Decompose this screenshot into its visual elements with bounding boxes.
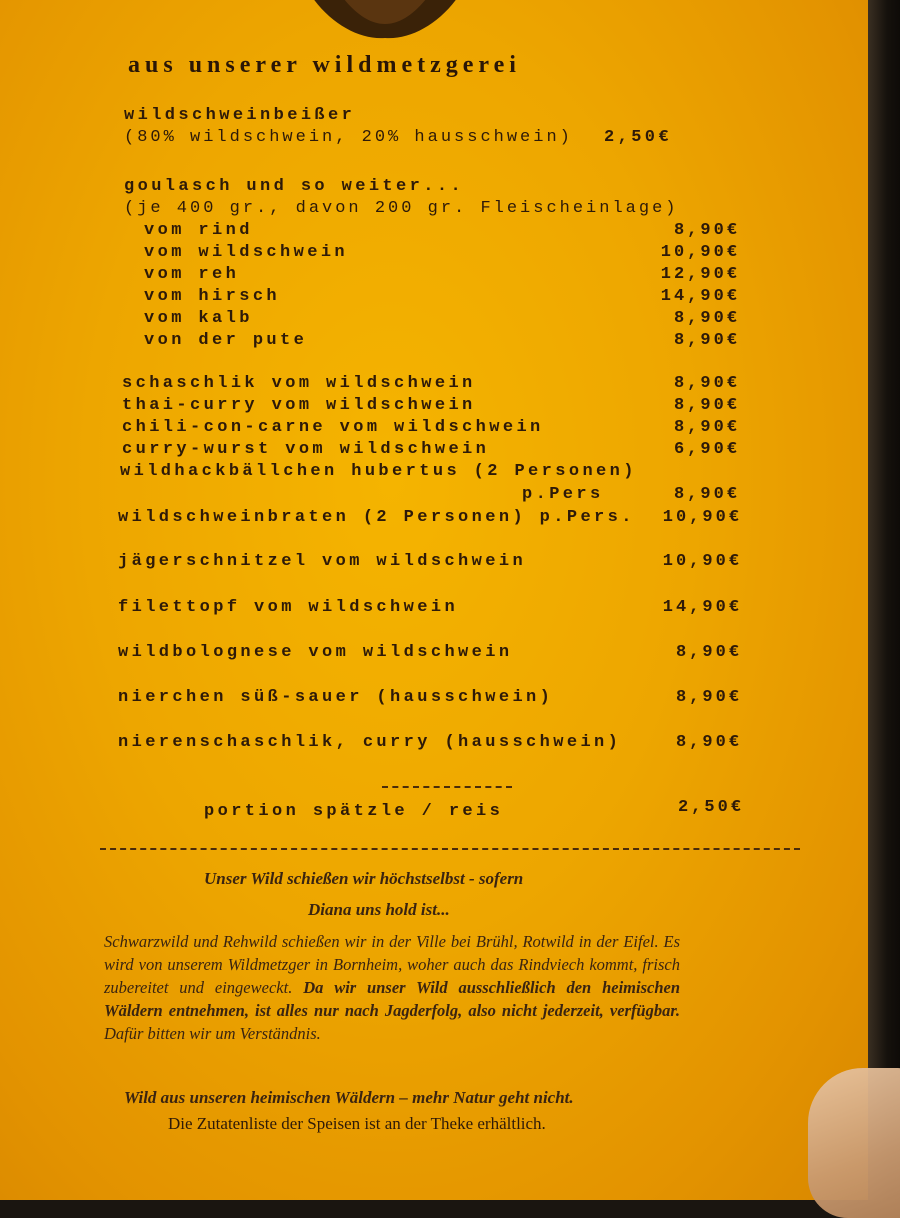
footer-paragraph-b: Da wir unser Wild ausschließlich den heimischen Wäldern entnehmen, ist alles nur nach Jagderfolg, also nicht jederzeit, verfügbar. [104,978,681,1020]
footer-paragraph-a: Schwarzwild und Rehwild schießen wir in der Ville bei Brühl, Rotwild in der Eifel. Es wird von unserem Wildmetzger in Bornheim, woher auch das Rindviech kommt, frisch zubereitet und eingeweckt. [104,932,680,997]
goulasch-heading: goulasch und so weiter... [124,177,465,196]
dish-price: 14,90€ [662,598,742,617]
dish-name: filettopf vom wildschwein [118,598,459,617]
dish-price: 10,90€ [662,552,742,571]
dish-name: chili-con-carne vom wildschwein [122,418,544,437]
footer-tagline: Unser Wild schießen wir höchstselbst - sofern [204,869,524,888]
goulasch-detail: (je 400 gr., davon 200 gr. Fleischeinlage) [124,199,679,218]
dish-price: 8,90€ [673,418,740,437]
hackbaellchen-name: wildhackbällchen hubertus (2 Personen) [120,462,637,481]
goulasch-item-name: vom wildschwein [144,243,349,262]
footer-paragraph-c: Dafür bitten wir um Verständnis. [104,1024,321,1043]
dish-price: 8,90€ [673,396,740,415]
menu-item-name: wildschweinbeißer [124,106,356,125]
dish-price: 6,90€ [673,440,740,459]
goulasch-item-price: 8,90€ [673,309,740,328]
dish-price: 8,90€ [675,688,742,707]
dish-name: nierenschaschlik, curry (hausschwein) [118,733,622,752]
goulasch-item-price: 8,90€ [673,221,740,240]
boar-crest-illustration [300,0,470,42]
footer-note: Die Zutatenliste der Speisen ist an der Theke erhältlich. [168,1114,546,1133]
goulasch-item-name: von der pute [144,331,308,350]
dish-price: 8,90€ [675,643,742,662]
goulasch-item-price: 14,90€ [660,287,740,306]
footer-slogan: Wild aus unseren heimischen Wäldern – mehr Natur geht nicht. [124,1088,574,1107]
footer-paragraph [104,930,680,1045]
hackbaellchen-price: 8,90€ [673,485,740,504]
side-dish-price: 2,50€ [677,798,744,817]
goulasch-item-name: vom reh [144,265,240,284]
goulasch-item-name: vom hirsch [144,287,281,306]
goulasch-item-price: 10,90€ [660,243,740,262]
goulasch-item-price: 8,90€ [673,331,740,350]
dish-name: wildbolognese vom wildschwein [118,643,513,662]
goulasch-item-name: vom rind [144,221,253,240]
braten-price: 10,90€ [662,508,742,527]
section-divider [382,786,512,788]
side-dish-name: portion spätzle / reis [204,802,504,821]
menu-section-title: aus unserer wildmetzgerei [128,52,521,78]
dish-name: schaschlik vom wildschwein [122,374,476,393]
footer-tagline-2: Diana uns hold ist... [308,900,450,919]
menu-cover-edge [868,0,900,1200]
hackbaellchen-unit: p.Pers [522,485,604,504]
dish-name: nierchen süß-sauer (hausschwein) [118,688,554,707]
dish-name: jägerschnitzel vom wildschwein [118,552,527,571]
braten-name: wildschweinbraten (2 Personen) p.Pers. [118,508,635,527]
footer-divider [100,848,800,850]
goulasch-item-name: vom kalb [144,309,253,328]
menu-item-price: 2,50€ [604,128,673,147]
menu-item-detail: (80% wildschwein, 20% hausschwein) [124,128,573,147]
dish-name: curry-wurst vom wildschwein [122,440,490,459]
dish-price: 8,90€ [673,374,740,393]
dish-price: 8,90€ [675,733,742,752]
goulasch-item-price: 12,90€ [660,265,740,284]
finger-in-frame [808,1068,900,1218]
dish-name: thai-curry vom wildschwein [122,396,476,415]
